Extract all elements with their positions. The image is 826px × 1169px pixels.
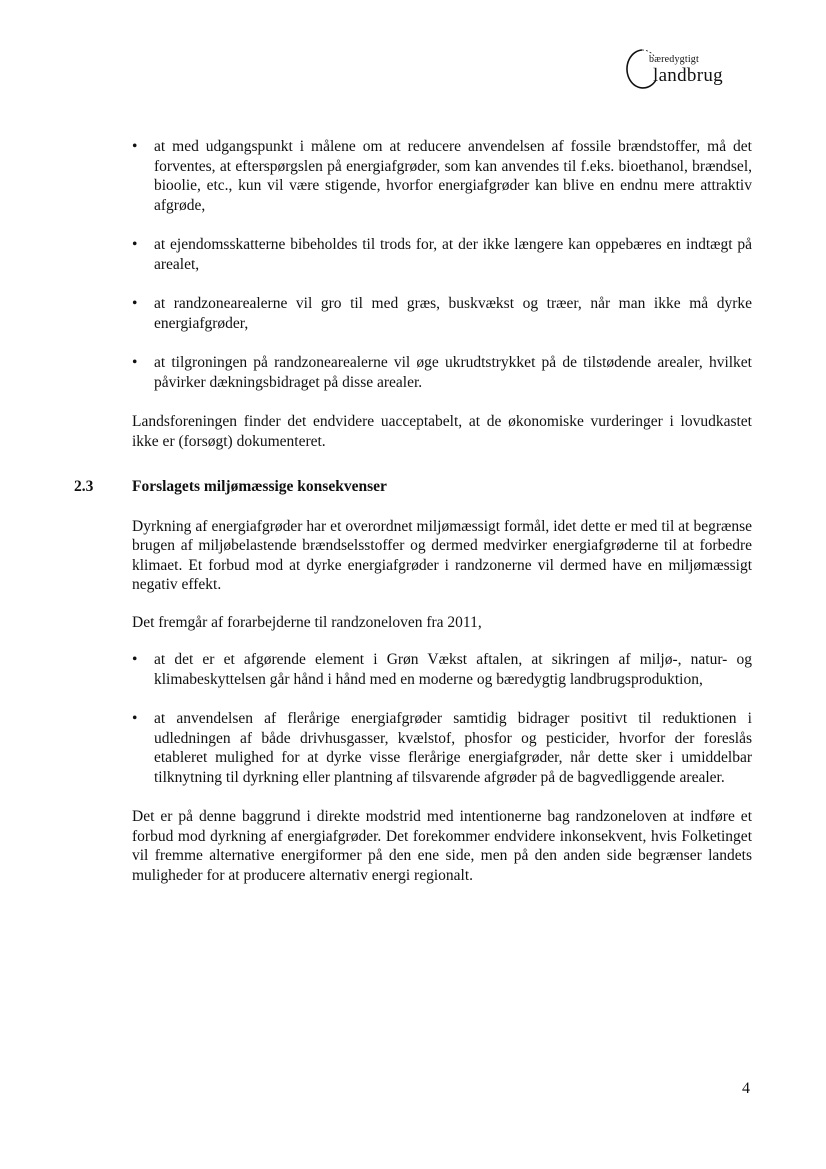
bullet-icon: • bbox=[132, 651, 138, 668]
logo-text-small: bæredygtigt bbox=[649, 54, 699, 65]
list-item-text: at randzonearealerne vil gro til med græs, buskvækst og træer, når man ikke må dyrke energiafgrøder, bbox=[154, 295, 752, 332]
page-number: 4 bbox=[742, 1080, 750, 1097]
bullet-icon: • bbox=[132, 236, 138, 253]
list-item bbox=[132, 235, 752, 274]
list-item bbox=[132, 709, 752, 787]
logo-text-big: landbrug bbox=[653, 65, 723, 86]
section-heading bbox=[74, 477, 752, 497]
paragraph-landsforeningen: Landsforeningen finder det endvidere uacceptabelt, at de økonomiske vurderinger i lovudkastet ikke er (forsøgt) dokumenteret. bbox=[132, 413, 752, 450]
section-number: 2.3 bbox=[74, 478, 94, 495]
list-item-text: at tilgroningen på randzonearealerne vil øge ukrudtstrykket på de tilstødende arealer, hvilket påvirker dækningsbidraget på disse arealer. bbox=[154, 354, 752, 391]
list-item bbox=[132, 353, 752, 392]
list-item bbox=[132, 137, 752, 215]
document-body bbox=[74, 137, 752, 903]
list-item-text: at ejendomsskatterne bibeholdes til trods for, at der ikke længere kan oppebæres en indtægt på arealet, bbox=[154, 236, 752, 273]
bullet-icon: • bbox=[132, 354, 138, 371]
list-item-text: at med udgangspunkt i målene om at reducere anvendelsen af fossile brændstoffer, må det forventes, at efterspørgslen på energiafgrøder, som kan anvendes til f.eks. bioethanol, brændsel, bioolie, etc., kun vil være stigende, hvorfor energiafgrøder kan blive en endnu mere attraktiv afgrøde, bbox=[154, 138, 752, 214]
paragraph-fremgaar: Det fremgår af forarbejderne til randzoneloven fra 2011, bbox=[132, 613, 482, 631]
paragraph-baggrund: Det er på denne baggrund i direkte modstrid med intentionerne bag randzoneloven at indføre et forbud mod dyrkning af energiafgrøder. Det forekommer endvidere inkonsekvent, hvis Folketinget vil fremme alternative energiformer på den ene side, men på den anden side begrænser landets muligheder for at producere alternativ energi regionalt. bbox=[132, 808, 752, 884]
list-item bbox=[132, 650, 752, 689]
paragraph-dyrkning: Dyrkning af energiafgrøder har et overordnet miljømæssigt formål, idet dette er med til at begrænse brugen af miljøbelastende brændselsstoffer og dermed medvirker energiafgrøderne til at forbedre klimaet. Et forbud mod at dyrke energiafgrøder i randzonerne vil dermed have en miljømæssigt negativ effekt. bbox=[132, 517, 752, 593]
list-item-text: at anvendelsen af flerårige energiafgrøder samtidig bidrager positivt til reduktionen i udledningen af både drivhusgasser, kvælstof, phosfor og pesticider, hvorfor der foreslås etableret mulighed for at dyrke visse flerårige energiafgrøder, når dette sker i umiddelbar tilknytning til dyrkning eller plantning af tilsvarende afgrøder på de bagvedliggende arealer. bbox=[154, 710, 752, 786]
bullet-list-top bbox=[132, 137, 752, 392]
list-item bbox=[132, 294, 752, 333]
bullet-icon: • bbox=[132, 710, 138, 727]
bullet-list-bottom bbox=[132, 650, 752, 787]
logo bbox=[622, 44, 752, 94]
bullet-icon: • bbox=[132, 138, 138, 155]
list-item-text: at det er et afgørende element i Grøn Vækst aftalen, at sikringen af miljø-, natur- og klimabeskyttelsen går hånd i hånd med en moderne og bæredygtig landbrugsproduktion, bbox=[154, 651, 752, 688]
bullet-icon: • bbox=[132, 295, 138, 312]
section-title: Forslagets miljømæssige konsekvenser bbox=[132, 478, 387, 495]
